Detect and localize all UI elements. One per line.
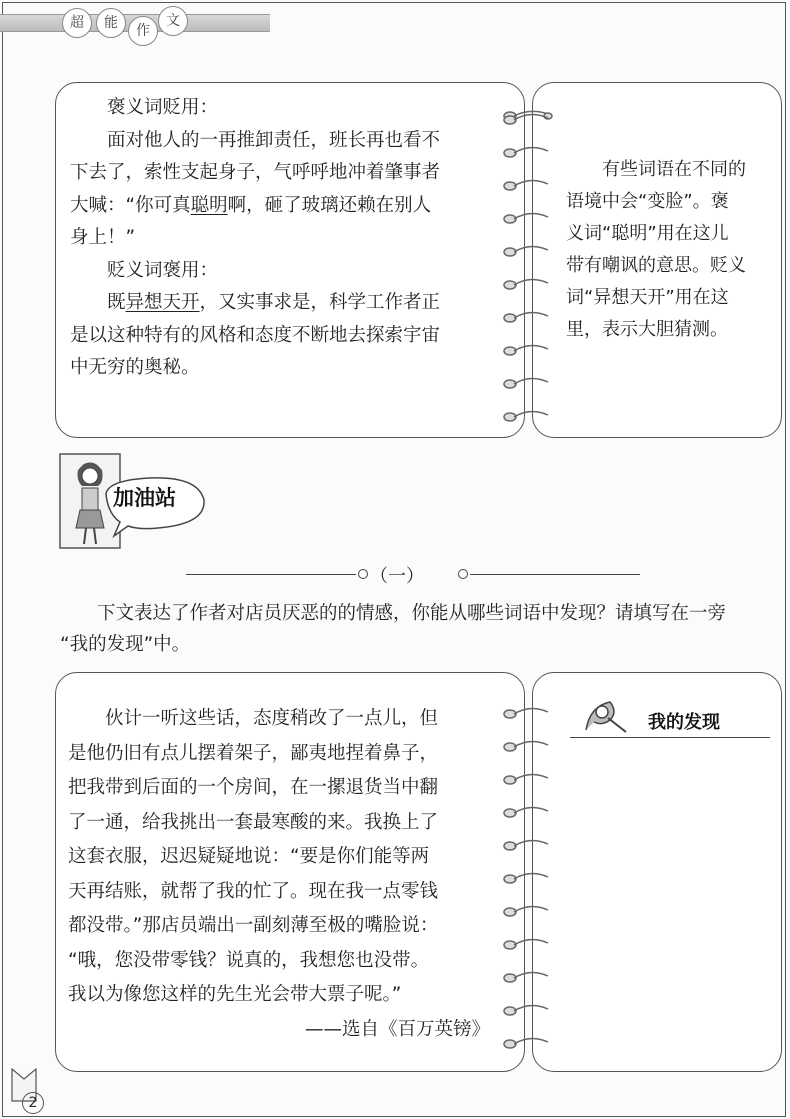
example1-line: 面对他人的一再推卸责任，班长再也看不 <box>107 129 441 151</box>
station-title: 加油站 <box>113 486 176 510</box>
passage-source: ——选自《百万英镑》 <box>304 1018 490 1040</box>
passage-line: 是他仍旧有点儿摆着架子，鄙夷地捏着鼻子， <box>68 742 439 764</box>
binder-rings <box>500 704 560 1064</box>
note-line: 有些词语在不同的 <box>602 159 746 180</box>
discovery-title: 我的发现 <box>648 712 720 733</box>
underlined-word: 异想天开 <box>125 292 200 313</box>
header-char: 超 <box>62 8 92 38</box>
example1-line: 下去了，索性支起身子，气呼呼地冲着肇事者 <box>70 162 441 183</box>
label-derogatory-as-commend: 贬义词褒用： <box>107 259 219 281</box>
example2-line: 是以这种特有的风格和态度不断地去探索宇宙 <box>70 324 441 346</box>
section-divider-left <box>186 574 356 575</box>
note-line: 词“异想天开”用在这 <box>566 287 729 308</box>
passage-line: 都没带。”那店员端出一副刻薄至极的嘴脸说： <box>68 915 439 936</box>
header-char: 文 <box>158 6 188 36</box>
example1-line: 身上！” <box>70 227 136 248</box>
instruction-line: “我的发现”中。 <box>60 634 191 655</box>
section-title: （一） <box>370 566 424 587</box>
example-text <box>70 92 490 385</box>
passage-line: “哦，您没带零钱？说真的，我想您也没带。 <box>68 949 430 971</box>
header-char: 能 <box>96 8 126 38</box>
passage-line: 天再结账，就帮了我的忙了。现在我一点零钱 <box>68 880 439 902</box>
divider-dot-right <box>458 569 468 579</box>
passage-line: 了一通，给我挑出一套最寒酸的来。我换上了 <box>68 811 439 833</box>
binder-rings <box>500 110 560 430</box>
instruction-line: 下文表达了作者对店员厌恶的的情感，你能从哪些词语中发现？请填写在一旁 <box>97 603 727 624</box>
note-line: 带有嘲讽的意思。贬义 <box>566 255 746 276</box>
passage-line: 这套衣服，迟迟疑疑地说：“要是你们能等两 <box>68 846 430 867</box>
passage-line: 我以为像您这样的先生光会带大票子呢。” <box>68 984 402 1005</box>
discovery-icon <box>580 696 630 736</box>
label-commend-as-derogatory: 褒义词贬用： <box>107 97 219 118</box>
passage-line: 把我带到后面的一个房间，在一摞退货当中翻 <box>68 777 439 798</box>
example2-line: 中无穷的奥秘。 <box>70 357 200 378</box>
note-text <box>566 154 781 346</box>
section-divider-right <box>470 574 640 575</box>
example2-line: 既异想天开，又实事求是，科学工作者正 <box>107 292 441 313</box>
note-line: 语境中会“变脸”。褒 <box>566 191 729 212</box>
page-number: 2 <box>22 1092 44 1114</box>
passage-line: 伙计一听这些话，态度稍改了一点儿，但 <box>105 708 439 729</box>
example1-line: 大喊：“你可真聪明啊，砸了玻璃还赖在别人 <box>70 194 432 216</box>
note-line: 里，表示大胆猜测。 <box>566 319 728 340</box>
instruction <box>60 598 790 660</box>
divider-dot-left <box>358 569 368 579</box>
header-char: 作 <box>128 16 158 46</box>
discovery-rule <box>570 737 770 738</box>
book-header <box>0 6 790 39</box>
underlined-word: 聪明 <box>190 194 228 216</box>
note-line: 义词“聪明”用在这儿 <box>566 223 729 244</box>
passage-text <box>68 702 498 1047</box>
